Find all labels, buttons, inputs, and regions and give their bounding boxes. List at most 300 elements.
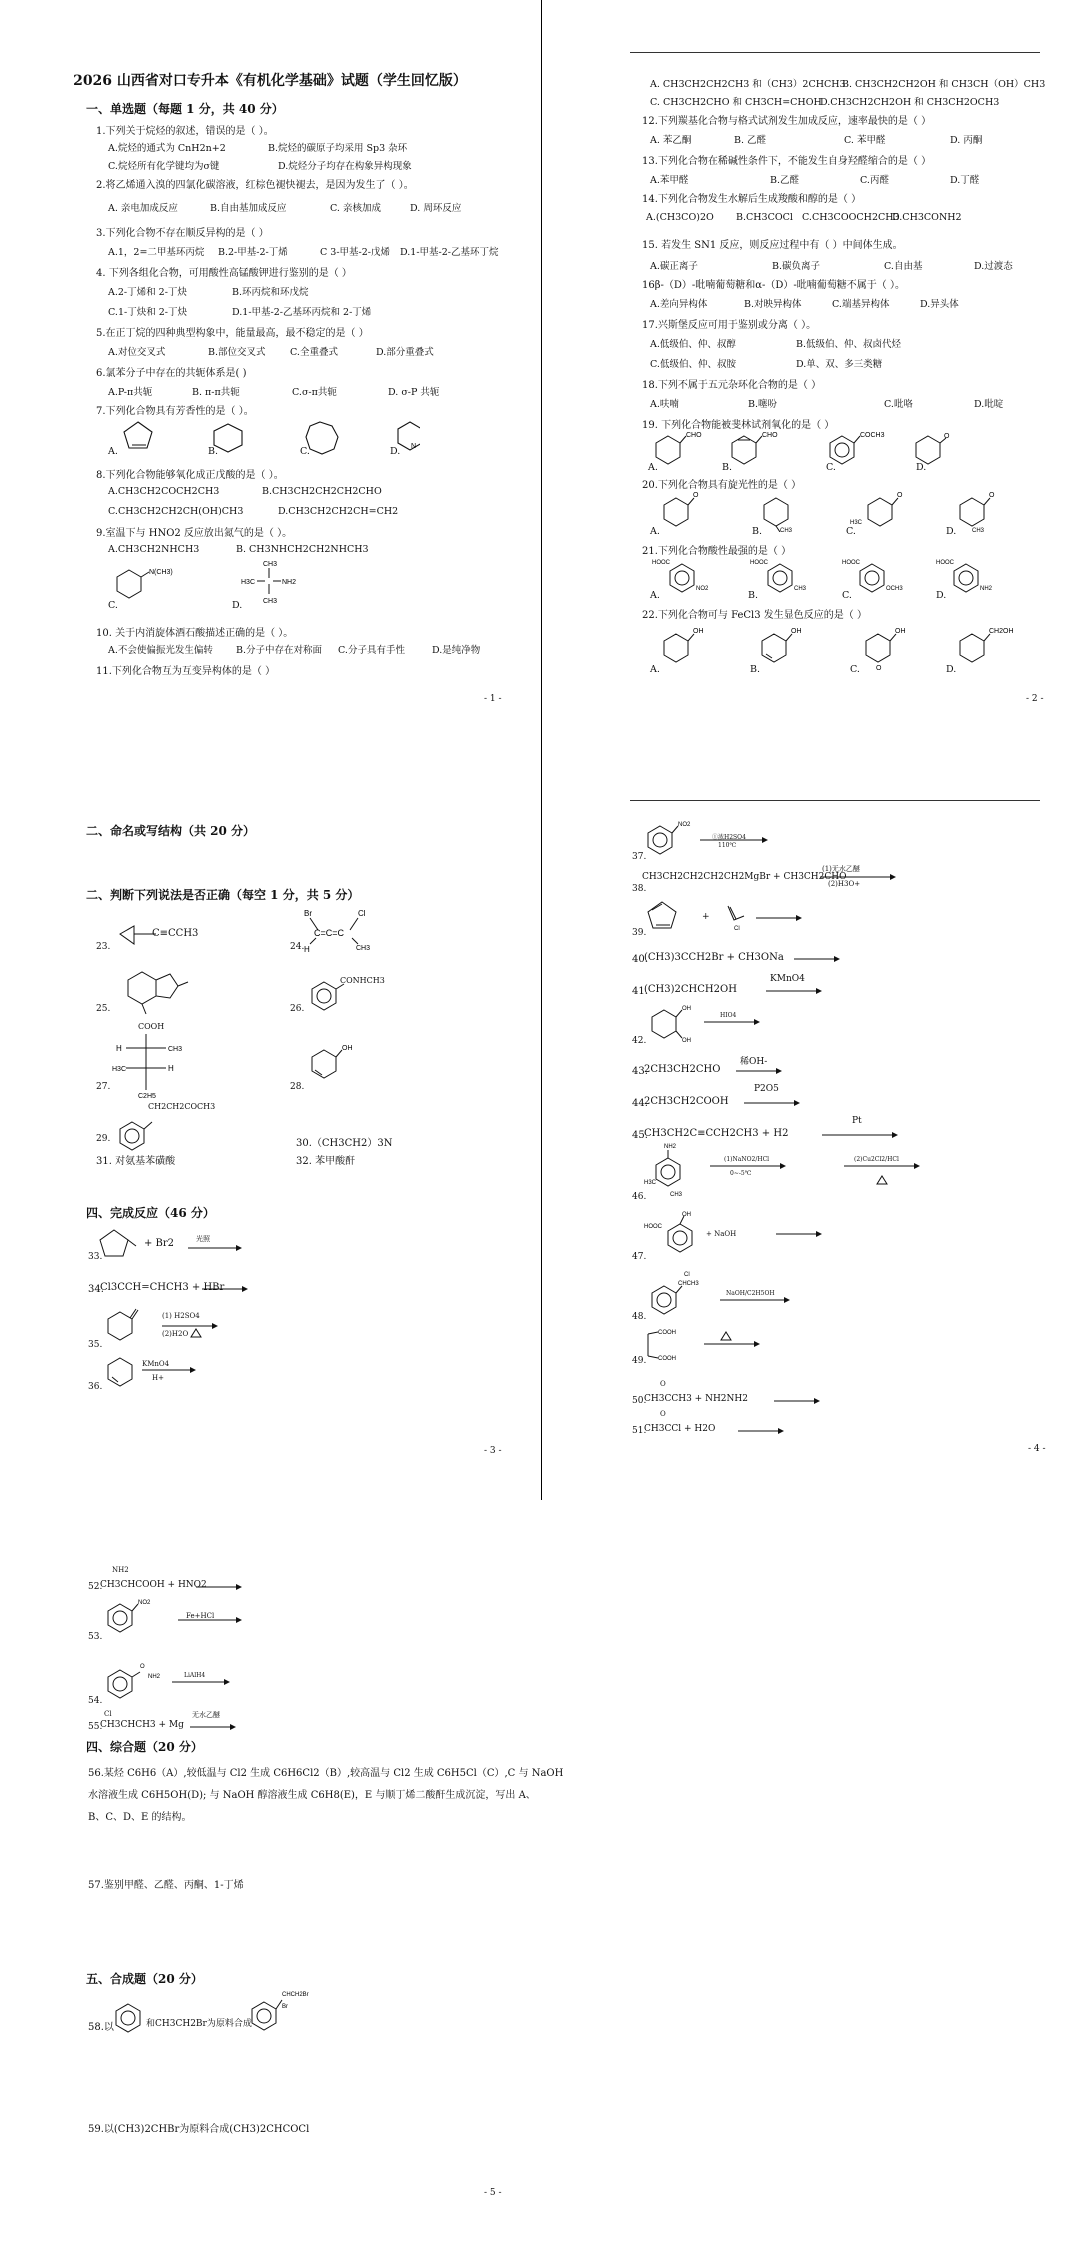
q9-structures <box>115 558 325 614</box>
item-number: 38. <box>632 884 647 894</box>
benzene-structure <box>110 1998 146 2038</box>
structure-label: COOH <box>138 1022 165 1031</box>
option: C.烷烃所有化学键均为σ键 <box>108 161 220 172</box>
svg-text:OH: OH <box>342 1045 353 1052</box>
reaction-condition: (1)NaNO2/HCl <box>724 1156 770 1163</box>
reaction-text: CH3CCl + H2O <box>644 1424 716 1434</box>
svg-text:COOH: COOH <box>658 1330 676 1336</box>
reaction-text: 2CH3CH2COOH <box>644 1096 729 1107</box>
carbonyl-o: O <box>660 1380 666 1388</box>
item-number: 53. <box>88 1632 103 1642</box>
reaction-condition: 无水乙醚 <box>192 1711 220 1719</box>
page-number: - 5 - <box>484 2188 502 2198</box>
reaction-condition: P2O5 <box>754 1084 779 1094</box>
reaction-35 <box>100 1300 250 1348</box>
q20-structures <box>656 488 996 532</box>
reaction-condition: HIO4 <box>720 1012 737 1019</box>
option: D. <box>946 664 957 675</box>
option: D.吡啶 <box>974 399 1004 410</box>
svg-text:CH3: CH3 <box>356 945 371 952</box>
option: D.部分重叠式 <box>376 347 434 358</box>
option: C 3-甲基-2-戊烯 <box>320 247 391 258</box>
option: D. 周环反应 <box>410 203 462 214</box>
item-number: 36. <box>88 1382 103 1392</box>
svg-text:CH3: CH3 <box>168 1046 183 1053</box>
option: C.端基异构体 <box>832 299 890 310</box>
arrow-34 <box>200 1284 250 1294</box>
svg-text:H: H <box>304 945 310 954</box>
question-10: 10. 关于内消旋体酒石酸描述正确的是（ ）。 <box>96 628 294 639</box>
reaction-37 <box>640 816 780 860</box>
svg-text:NH2: NH2 <box>148 1674 161 1680</box>
question-8: 8.下列化合物能够氧化成正戊酸的是（ ）。 <box>96 470 284 481</box>
question-22: 22.下列化合物可与 FeCl3 发生显色反应的是（ ） <box>642 610 867 621</box>
option: A.对位交叉式 <box>108 347 166 358</box>
item-number: 25. <box>96 1004 111 1014</box>
option: B.乙醛 <box>770 175 800 186</box>
item-number: 28. <box>290 1082 305 1092</box>
option: D.单、双、多三类糖 <box>796 359 883 370</box>
question-18: 18.下列不属于五元杂环化合物的是（ ） <box>642 380 822 391</box>
svg-text:CH3: CH3 <box>794 586 807 592</box>
option: B.CH3CH2CH2CH2CHO <box>262 486 382 497</box>
svg-text:CH3: CH3 <box>670 1192 683 1198</box>
option: A.不会使偏振光发生偏转 <box>108 645 213 656</box>
item-number: 41. <box>632 986 648 997</box>
question-19: 19. 下列化合物能被斐林试剂氧化的是（ ） <box>642 420 835 431</box>
option: A.CH3CH2COCH2CH3 <box>108 486 220 497</box>
svg-text:O: O <box>876 665 882 670</box>
option: A. <box>650 590 660 601</box>
page-number: - 1 - <box>484 694 502 704</box>
product-58-structure <box>246 1986 316 2034</box>
option: D.CH3CH2CH2OH 和 CH3CH2OCH3 <box>820 97 1000 108</box>
arrow-50 <box>772 1396 822 1406</box>
option: A.1，2=二甲基环丙烷 <box>108 247 205 258</box>
item-number: 47. <box>632 1252 647 1262</box>
item-number: 42. <box>632 1036 647 1046</box>
reaction-text: (CH3)3CCH2Br + CH3ONa <box>644 952 784 963</box>
option: D. 丙酮 <box>950 135 983 146</box>
question-6: 6.氯苯分子中存在的共轭体系是( ) <box>96 368 247 379</box>
option: B.碳负离子 <box>772 261 821 272</box>
svg-text:H: H <box>116 1044 122 1053</box>
page-number: - 3 - <box>484 1446 502 1456</box>
option: D.是纯净物 <box>432 645 481 656</box>
svg-text:HOOC: HOOC <box>644 1224 662 1230</box>
reaction-condition: KMnO4 <box>142 1360 170 1368</box>
option: B.分子中存在对称面 <box>236 645 323 656</box>
svg-text:OH: OH <box>791 628 802 635</box>
option: B.CH3COCl <box>736 212 793 223</box>
question-15: 15. 若发生 SN1 反应，则反应过程中有（ ）中间体生成。 <box>642 240 903 251</box>
svg-text:H: H <box>168 1064 174 1073</box>
option: B. <box>752 526 763 537</box>
option: A. <box>648 462 658 473</box>
question-56-line3: B、C、D、E 的结构。 <box>88 1812 192 1823</box>
item-number: 34. <box>88 1284 104 1295</box>
item-number: 44. <box>632 1098 648 1109</box>
structure-label: CH2CH2COCH3 <box>148 1102 216 1111</box>
option: D.CH3CONH2 <box>892 212 962 223</box>
reaction-condition: H+ <box>152 1374 164 1382</box>
question-16: 16β-（D）-吡喃葡萄糖和α-（D）-吡喃葡萄糖不属于（ ）。 <box>642 280 905 291</box>
option: D. σ-P 共轭 <box>388 387 440 398</box>
svg-text:Br: Br <box>282 2004 288 2010</box>
item-number: 35. <box>88 1340 103 1350</box>
item-number: 31. 对氨基苯磺酸 <box>96 1156 176 1167</box>
svg-text:CH3: CH3 <box>780 528 793 532</box>
option: C. <box>108 600 118 611</box>
svg-text:NH2: NH2 <box>282 579 297 586</box>
item-number: 55. <box>88 1722 103 1732</box>
svg-text:NO2: NO2 <box>678 822 691 828</box>
allene-structure <box>300 906 380 956</box>
svg-text:O: O <box>693 492 699 499</box>
option: D. <box>232 600 243 611</box>
svg-text:Br: Br <box>304 909 312 918</box>
question-21: 21.下列化合物酸性最强的是（ ） <box>642 546 792 557</box>
page-5 <box>0 1540 1080 2247</box>
svg-text:C=C=C: C=C=C <box>314 928 345 938</box>
section-comprehensive: 四、综合题（20 分） <box>86 1740 203 1754</box>
question-56-line2: 水溶液生成 C6H5OH(D); 与 NaOH 醇溶液生成 C6H8(E)，E 与顺丁烯二酸酐生成沉淀，写出 A、 <box>88 1790 536 1801</box>
reaction-condition: Fe+HCl <box>186 1612 215 1620</box>
option: B.2-甲基-2-丁烯 <box>218 247 288 258</box>
question-20: 20.下列化合物具有旋光性的是（ ） <box>642 480 802 491</box>
option: C.丙醛 <box>860 175 889 186</box>
question-57: 57.鉴别甲醛、乙醛、丙酮、1-丁烯 <box>88 1880 244 1891</box>
option: B. 乙醛 <box>734 135 767 146</box>
svg-text:Cl: Cl <box>684 1272 690 1278</box>
svg-text:O: O <box>989 492 995 499</box>
option: A.烷烃的通式为 CnH2n+2 <box>108 143 226 154</box>
question-2: 2.将乙烯通入溴的四氯化碳溶液，红棕色褪快褪去，是因为发生了（ ）。 <box>96 180 414 191</box>
exam-title: 2026 山西省对口专升本《有机化学基础》试题（学生回忆版） <box>73 73 467 89</box>
option: A.2-丁烯和 2-丁炔 <box>108 287 187 298</box>
item-number: 27. <box>96 1082 111 1092</box>
svg-text:CHCH3: CHCH3 <box>678 1281 699 1287</box>
svg-text:NH2: NH2 <box>980 586 993 592</box>
q7-structures <box>120 418 420 458</box>
reaction-condition: NaOH/C2H5OH <box>726 1290 775 1297</box>
reaction-text: CH3CCH3 + NH2NH2 <box>644 1394 748 1404</box>
option: A.碳正离子 <box>650 261 698 272</box>
arrow-41 <box>764 986 824 996</box>
option: B.烷烃的碳原子均采用 Sp3 杂环 <box>268 143 408 154</box>
svg-text:CH3: CH3 <box>263 598 278 605</box>
svg-text:HOOC: HOOC <box>936 560 954 566</box>
question-14: 14.下列化合物发生水解后生成羧酸和醇的是（ ） <box>642 194 862 205</box>
svg-text:OCH3: OCH3 <box>886 586 903 592</box>
reaction-text: CH3CHCH3 + Mg <box>100 1720 184 1730</box>
question-9: 9.室温下与 HNO2 反应放出氮气的是（ ）。 <box>96 528 293 539</box>
option: B.噻吩 <box>748 399 778 410</box>
reaction-text: Cl3CCH=CHCH3 + HBr <box>100 1282 225 1293</box>
page-2 <box>540 0 1080 760</box>
option: A. <box>108 446 118 457</box>
reaction-54 <box>100 1654 240 1704</box>
svg-text:N(CH3): N(CH3) <box>149 569 173 576</box>
q21-structures <box>652 556 1022 596</box>
fischer-structure <box>112 1032 202 1098</box>
option: D. <box>936 590 947 601</box>
option: D. <box>916 462 927 473</box>
item-number: 23. <box>96 942 111 952</box>
option: A.P-π共轭 <box>108 387 153 398</box>
reaction-47 <box>644 1210 844 1260</box>
svg-text:HOOC: HOOC <box>652 560 670 566</box>
option: C. <box>826 462 836 473</box>
q22-structures <box>656 622 1036 670</box>
item-number: 24. <box>290 942 305 952</box>
reaction-condition: ①浓H2SO4 <box>712 834 746 841</box>
option: C. CH3CH2CHO 和 CH3CH=CHOH <box>650 97 822 108</box>
reaction-49 <box>644 1326 774 1366</box>
benzyl-ketone-structure <box>112 1112 160 1156</box>
page-number: - 2 - <box>1026 694 1044 704</box>
item-number: 54. <box>88 1696 103 1706</box>
option: A. 亲电加成反应 <box>108 203 178 214</box>
question-59: 59.以(CH3)2CHBr为原料合成(CH3)2CHCOCl <box>88 2124 310 2135</box>
option: C. 苯甲醛 <box>844 135 886 146</box>
svg-text:O: O <box>944 433 950 440</box>
reaction-condition: 光照 <box>196 1235 210 1243</box>
option: C.全重叠式 <box>290 347 338 358</box>
reaction-text: + NaOH <box>706 1230 737 1238</box>
reaction-42 <box>644 1000 774 1046</box>
question-17: 17.兴斯堡反应可用于鉴别或分离（ ）。 <box>642 320 817 331</box>
option: C. <box>300 446 310 457</box>
svg-text:NO2: NO2 <box>696 586 709 592</box>
option: B.低级伯、仲、叔卤代烃 <box>796 339 902 350</box>
option: B. <box>208 446 219 457</box>
option: D.丁醛 <box>950 175 980 186</box>
option: A. CH3CH2CH2CH3 和（CH3）2CHCH3 <box>650 79 846 90</box>
reaction-39 <box>644 898 804 938</box>
item-number: 51. <box>632 1426 647 1436</box>
item-number: 37. <box>632 852 647 862</box>
item-number: 29. <box>96 1134 111 1144</box>
item-number: 48. <box>632 1312 647 1322</box>
svg-text:Cl: Cl <box>734 926 740 932</box>
option: A. <box>650 526 660 537</box>
arrow-52 <box>194 1582 244 1592</box>
option: B. <box>750 664 761 675</box>
option: D.异头体 <box>920 299 959 310</box>
option: B.环丙烷和环戊烷 <box>232 287 309 298</box>
svg-text:COOH: COOH <box>658 1356 676 1362</box>
svg-text:OH: OH <box>693 628 704 635</box>
option: A.苯甲醛 <box>650 175 689 186</box>
question-11: 11.下列化合物互为互变异构体的是（ ） <box>96 666 276 677</box>
option: A.呋喃 <box>650 399 679 410</box>
question-12: 12.下列羰基化合物与格式试剂发生加成反应，速率最快的是（ ） <box>642 116 932 127</box>
svg-text:O: O <box>897 492 903 499</box>
svg-text:H3C: H3C <box>850 520 863 526</box>
reaction-53 <box>100 1594 250 1640</box>
option: D.过渡态 <box>974 261 1013 272</box>
option: B.对映异构体 <box>744 299 802 310</box>
svg-text:OH: OH <box>682 1006 691 1012</box>
page-4 <box>540 800 1080 1460</box>
option: C.σ-π共轭 <box>292 387 337 398</box>
option: B.自由基加成反应 <box>210 203 287 214</box>
svg-text:HOOC: HOOC <box>750 560 768 566</box>
arrow-40 <box>792 954 842 964</box>
item-number: 45. <box>632 1130 648 1141</box>
option: C.CH3COOCH2CH3 <box>802 212 900 223</box>
option: B. <box>748 590 759 601</box>
svg-text:OH: OH <box>682 1038 691 1044</box>
option: C.低级伯、仲、叔胺 <box>650 359 736 370</box>
question-58-reagent: 和CH3CH2Br为原料合成 <box>146 2019 252 2029</box>
item-number: 52. <box>88 1582 103 1592</box>
option: A. <box>650 664 660 675</box>
item-number: 26. <box>290 1004 305 1014</box>
item-number: 49. <box>632 1356 647 1366</box>
item-number: 32. 苯甲酸酐 <box>296 1156 356 1167</box>
reaction-condition: LiAlH4 <box>184 1672 206 1679</box>
reaction-condition: Pt <box>852 1116 862 1126</box>
structure-label: Cl <box>104 1710 112 1718</box>
svg-text:H3C: H3C <box>112 1066 127 1073</box>
reaction-condition: (1)无水乙醚 <box>822 865 860 873</box>
svg-text:H3C: H3C <box>644 1180 657 1186</box>
page-1 <box>0 0 540 760</box>
section-synthesis: 五、合成题（20 分） <box>86 1972 203 1986</box>
reaction-46 <box>644 1140 974 1200</box>
option: D.1-甲基-2-乙基环丁烷 <box>400 247 499 258</box>
option: B. <box>722 462 733 473</box>
reaction-text: + <box>702 912 710 922</box>
option: B. π-π共轭 <box>192 387 240 398</box>
option: A. 苯乙酮 <box>650 135 692 146</box>
question-58-start: 58.以 <box>88 2022 114 2033</box>
section-naming: 二、命名或写结构（共 20 分） <box>86 824 256 838</box>
svg-text:COCH3: COCH3 <box>860 432 885 439</box>
q19-structures <box>652 428 972 468</box>
reaction-36 <box>100 1348 220 1392</box>
option: B. CH3CH2CH2OH 和 CH3CH（OH）CH3 <box>842 79 1046 90</box>
arrow-45 <box>820 1130 900 1140</box>
reaction-condition: 稀OH- <box>740 1057 768 1067</box>
option: B. CH3NHCH2CH2NHCH3 <box>236 544 369 555</box>
arrow-43 <box>734 1066 784 1076</box>
item-number: 50. <box>632 1396 647 1406</box>
reaction-condition: 0~-5℃ <box>730 1170 752 1177</box>
structure-label: CONHCH3 <box>340 976 385 985</box>
svg-text:CH3: CH3 <box>972 528 985 532</box>
reaction-text: CH3CHCOOH + HNO2 <box>100 1580 207 1590</box>
svg-text:CH2OH: CH2OH <box>989 628 1014 635</box>
svg-text:CH3: CH3 <box>263 561 278 568</box>
item-number: 46. <box>632 1192 647 1202</box>
question-56-line1: 56.某烃 C6H6（A）,较低温与 Cl2 生成 C6H6Cl2（B）,较高温与 Cl2 生成 C6H5Cl（C）,C 与 NaOH <box>88 1768 564 1779</box>
svg-text:Cl: Cl <box>358 909 366 918</box>
section-reactions: 四、完成反应（46 分） <box>86 1206 215 1220</box>
option: A.低级伯、仲、叔醇 <box>650 339 736 350</box>
svg-text:HOOC: HOOC <box>842 560 860 566</box>
section-single-choice: 一、单选题（每题 1 分，共 40 分） <box>86 102 284 116</box>
option: B.部位交叉式 <box>208 347 266 358</box>
question-5: 5.在正丁烷的四种典型构象中，能量最高，最不稳定的是（ ） <box>96 328 369 339</box>
option: A.(CH3CO)2O <box>646 212 714 223</box>
item-number: 43. <box>632 1066 648 1077</box>
option: C.CH3CH2CH2CH(OH)CH3 <box>108 506 244 517</box>
option: D. <box>946 526 957 537</box>
reaction-condition: (2)H3O+ <box>828 880 861 888</box>
question-1: 1.下列关于烷烃的叙述，错误的是（ ）。 <box>96 126 274 137</box>
svg-text:OH: OH <box>682 1212 691 1218</box>
item-number: 30.（CH3CH2）3N <box>296 1138 393 1149</box>
reaction-text: + Br2 <box>144 1238 175 1249</box>
svg-text:N: N <box>411 443 417 450</box>
option: C. <box>850 664 860 675</box>
section-judgement: 二、判断下列说法是否正确（每空 1 分，共 5 分） <box>86 888 360 902</box>
svg-text:H3C: H3C <box>241 579 256 586</box>
reaction-text: 2CH3CH2CHO <box>644 1064 721 1075</box>
option: C.吡咯 <box>884 399 913 410</box>
arrow-44 <box>742 1098 802 1108</box>
cyclohexenol-structure <box>304 1040 364 1090</box>
svg-text:OH: OH <box>895 628 906 635</box>
option: D.1-甲基-2-乙基环丙烷和 2-丁烯 <box>232 307 372 318</box>
arrow-51 <box>736 1426 786 1436</box>
option: A.CH3CH2NHCH3 <box>108 544 200 555</box>
carbonyl-o: O <box>660 1410 666 1418</box>
svg-text:O: O <box>140 1664 145 1670</box>
reaction-text: CH3CH2CH2CH2CH2MgBr + CH3CH2CHO <box>642 872 847 882</box>
arrow-55 <box>188 1722 238 1732</box>
page-3 <box>0 800 540 1460</box>
item-number: 40. <box>632 954 648 965</box>
svg-text:CHO: CHO <box>686 432 702 439</box>
reaction-condition: (1) H2SO4 <box>162 1312 200 1320</box>
option: D.CH3CH2CH2CH=CH2 <box>278 506 399 517</box>
question-13: 13.下列化合物在稀碱性条件下，不能发生自身羟醛缩合的是（ ） <box>642 156 932 167</box>
item-number: 39. <box>632 928 647 938</box>
structure-label: NH2 <box>112 1566 129 1574</box>
option: A.差向异构体 <box>650 299 708 310</box>
reaction-text: (CH3)2CHCH2OH <box>644 984 737 995</box>
option: D.烷烃分子均存在构象异构现象 <box>278 161 412 172</box>
reaction-text: CH3CH2C≡CCH2CH3 + H2 <box>644 1128 789 1139</box>
item-number: 33. <box>88 1252 103 1262</box>
svg-text:NH2: NH2 <box>664 1144 677 1150</box>
option: C. <box>842 590 852 601</box>
reaction-condition: KMnO4 <box>770 974 805 984</box>
reaction-condition: (2)Cu2Cl2/HCl <box>854 1156 899 1163</box>
svg-text:C2H5: C2H5 <box>138 1093 156 1098</box>
svg-text:NO2: NO2 <box>138 1600 151 1606</box>
option: D. <box>390 446 401 457</box>
svg-text:CHO: CHO <box>762 432 778 439</box>
svg-text:CHCH2Br: CHCH2Br <box>282 1992 309 1998</box>
question-3: 3.下列化合物不存在顺反异构的是（ ） <box>96 228 269 239</box>
heat-icon <box>190 1328 202 1338</box>
reaction-condition: 110℃ <box>718 842 737 849</box>
structure-label: C≡CCH3 <box>152 928 199 939</box>
page-number: - 4 - <box>1028 1444 1046 1454</box>
question-4: 4. 下列各组化合物，可用酸性高锰酸钾进行鉴别的是（ ） <box>96 268 352 279</box>
option: C.自由基 <box>884 261 923 272</box>
option: C. <box>846 526 856 537</box>
spiro-structure <box>116 968 196 1018</box>
option: C.分子具有手性 <box>338 645 405 656</box>
reaction-condition: (2)H2O <box>162 1330 189 1338</box>
option: C. 亲核加成 <box>330 203 381 214</box>
